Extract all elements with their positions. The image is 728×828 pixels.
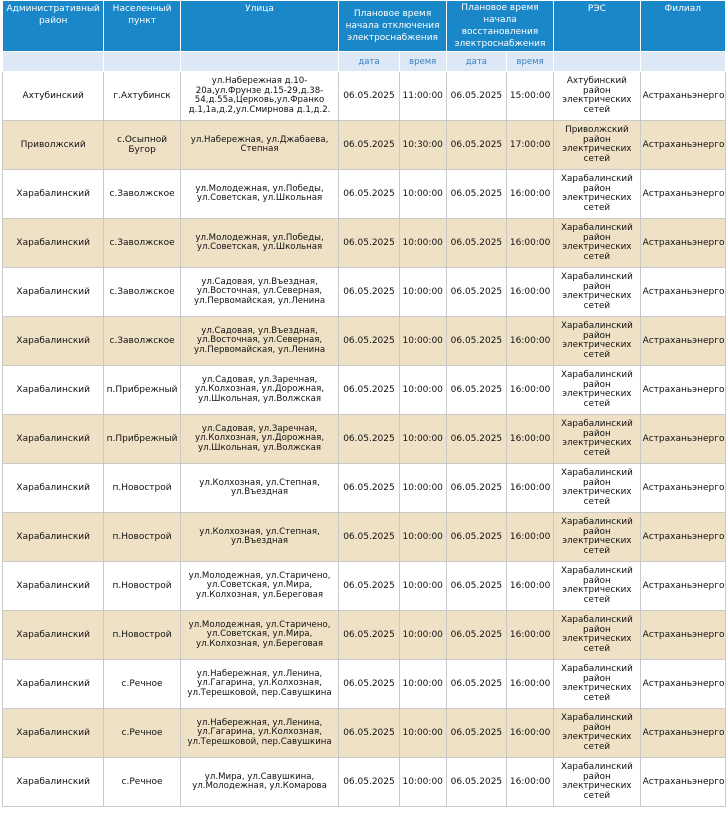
res-cell: Харабалинский район электрических сетей xyxy=(554,562,640,611)
street-cell: ул.Молодежная, ул.Победы, ул.Советская, ул.Школьная xyxy=(180,170,339,219)
header-branch: Филиал xyxy=(640,1,725,52)
off-date-cell: 06.05.2025 xyxy=(339,660,399,709)
off-time-cell: 10:00:00 xyxy=(399,366,446,415)
on-time-cell: 16:00:00 xyxy=(507,170,554,219)
table-row xyxy=(3,464,726,513)
off-time-cell: 10:00:00 xyxy=(399,611,446,660)
district-cell: Харабалинский xyxy=(3,758,104,807)
table-row xyxy=(3,72,726,121)
table-row xyxy=(3,219,726,268)
res-cell: Харабалинский район электрических сетей xyxy=(554,758,640,807)
settlement-cell: п.Новострой xyxy=(104,513,180,562)
settlement-cell: п.Новострой xyxy=(104,611,180,660)
on-time-cell: 16:00:00 xyxy=(507,268,554,317)
on-time-cell: 16:00:00 xyxy=(507,611,554,660)
subheader-empty xyxy=(180,52,339,72)
off-time-cell: 10:00:00 xyxy=(399,415,446,464)
district-cell: Харабалинский xyxy=(3,317,104,366)
branch-cell: Астраханьэнерго xyxy=(640,219,725,268)
district-cell: Харабалинский xyxy=(3,219,104,268)
settlement-cell: г.Ахтубинск xyxy=(104,72,180,121)
settlement-cell: с.Речное xyxy=(104,660,180,709)
off-time-cell: 10:00:00 xyxy=(399,219,446,268)
branch-cell: Астраханьэнерго xyxy=(640,758,725,807)
off-time-cell: 10:00:00 xyxy=(399,317,446,366)
street-cell: ул.Молодежная, ул.Старичено, ул.Советская, ул.Мира, ул.Колхозная, ул.Береговая xyxy=(180,611,339,660)
subheader-empty xyxy=(104,52,180,72)
on-time-cell: 16:00:00 xyxy=(507,464,554,513)
off-time-cell: 10:00:00 xyxy=(399,562,446,611)
branch-cell: Астраханьэнерго xyxy=(640,660,725,709)
district-cell: Харабалинский xyxy=(3,562,104,611)
table-header xyxy=(3,1,726,72)
on-date-cell: 06.05.2025 xyxy=(446,72,506,121)
off-time-cell: 11:00:00 xyxy=(399,72,446,121)
on-time-cell: 17:00:00 xyxy=(507,121,554,170)
settlement-cell: с.Осыпной Бугор xyxy=(104,121,180,170)
street-cell: ул.Мира, ул.Савушкина, ул.Молодежная, ул.Комарова xyxy=(180,758,339,807)
branch-cell: Астраханьэнерго xyxy=(640,121,725,170)
settlement-cell: п.Прибрежный xyxy=(104,366,180,415)
street-cell: ул.Садовая, ул.Заречная, ул.Колхозная, ул.Дорожная, ул.Школьная, ул.Волжская xyxy=(180,366,339,415)
street-cell: ул.Садовая, ул.Въездная, ул.Восточная, ул.Северная, ул.Первомайская, ул.Ленина xyxy=(180,317,339,366)
off-date-cell: 06.05.2025 xyxy=(339,562,399,611)
res-cell: Харабалинский район электрических сетей xyxy=(554,415,640,464)
header-off-time: Плановое время начала отключения электроснабжения xyxy=(339,1,446,52)
on-time-cell: 16:00:00 xyxy=(507,709,554,758)
street-cell: ул.Колхозная, ул.Степная, ул.Въездная xyxy=(180,513,339,562)
table-body xyxy=(3,72,726,807)
branch-cell: Астраханьэнерго xyxy=(640,268,725,317)
district-cell: Харабалинский xyxy=(3,709,104,758)
on-date-cell: 06.05.2025 xyxy=(446,268,506,317)
on-date-cell: 06.05.2025 xyxy=(446,415,506,464)
branch-cell: Астраханьэнерго xyxy=(640,72,725,121)
settlement-cell: п.Новострой xyxy=(104,464,180,513)
subheader-off-date: дата xyxy=(339,52,399,72)
table-row xyxy=(3,170,726,219)
on-date-cell: 06.05.2025 xyxy=(446,513,506,562)
res-cell: Харабалинский район электрических сетей xyxy=(554,219,640,268)
res-cell: Харабалинский район электрических сетей xyxy=(554,268,640,317)
district-cell: Харабалинский xyxy=(3,660,104,709)
district-cell: Харабалинский xyxy=(3,464,104,513)
branch-cell: Астраханьэнерго xyxy=(640,415,725,464)
table-row xyxy=(3,268,726,317)
on-time-cell: 16:00:00 xyxy=(507,513,554,562)
branch-cell: Астраханьэнерго xyxy=(640,611,725,660)
header-restore-time: Плановое время начала восстановления электроснабжения xyxy=(446,1,553,52)
street-cell: ул.Молодежная, ул.Победы, ул.Советская, ул.Школьная xyxy=(180,219,339,268)
header-settlement: Населенный пункт xyxy=(104,1,180,52)
table-row xyxy=(3,415,726,464)
branch-cell: Астраханьэнерго xyxy=(640,366,725,415)
branch-cell: Астраханьэнерго xyxy=(640,709,725,758)
off-time-cell: 10:30:00 xyxy=(399,121,446,170)
res-cell: Харабалинский район электрических сетей xyxy=(554,317,640,366)
subheader-empty xyxy=(3,52,104,72)
off-date-cell: 06.05.2025 xyxy=(339,170,399,219)
on-date-cell: 06.05.2025 xyxy=(446,709,506,758)
on-date-cell: 06.05.2025 xyxy=(446,611,506,660)
subheader-empty xyxy=(554,52,640,72)
settlement-cell: п.Прибрежный xyxy=(104,415,180,464)
street-cell: ул.Набережная д.10-20а,ул.Фрунзе д.15-29,д.38-54,д.55а,Церковь,ул.Франко д.1,1а,д.2,ул.Смирнова д.1,д.2. xyxy=(180,72,339,121)
on-time-cell: 15:00:00 xyxy=(507,72,554,121)
off-time-cell: 10:00:00 xyxy=(399,513,446,562)
on-time-cell: 16:00:00 xyxy=(507,317,554,366)
off-date-cell: 06.05.2025 xyxy=(339,758,399,807)
off-time-cell: 10:00:00 xyxy=(399,464,446,513)
on-time-cell: 16:00:00 xyxy=(507,415,554,464)
off-date-cell: 06.05.2025 xyxy=(339,464,399,513)
off-time-cell: 10:00:00 xyxy=(399,268,446,317)
street-cell: ул.Садовая, ул.Въездная, ул.Восточная, ул.Северная, ул.Первомайская, ул.Ленина xyxy=(180,268,339,317)
table-row xyxy=(3,611,726,660)
on-date-cell: 06.05.2025 xyxy=(446,758,506,807)
res-cell: Харабалинский район электрических сетей xyxy=(554,611,640,660)
district-cell: Харабалинский xyxy=(3,366,104,415)
settlement-cell: с.Заволжское xyxy=(104,170,180,219)
street-cell: ул.Набережная, ул.Ленина, ул.Гагарина, ул.Колхозная, ул.Терешковой, пер.Савушкина xyxy=(180,660,339,709)
table-row xyxy=(3,121,726,170)
settlement-cell: с.Заволжское xyxy=(104,317,180,366)
on-date-cell: 06.05.2025 xyxy=(446,219,506,268)
branch-cell: Астраханьэнерго xyxy=(640,562,725,611)
on-date-cell: 06.05.2025 xyxy=(446,317,506,366)
table-row xyxy=(3,562,726,611)
off-date-cell: 06.05.2025 xyxy=(339,709,399,758)
off-date-cell: 06.05.2025 xyxy=(339,121,399,170)
res-cell: Харабалинский район электрических сетей xyxy=(554,513,640,562)
off-date-cell: 06.05.2025 xyxy=(339,72,399,121)
off-date-cell: 06.05.2025 xyxy=(339,317,399,366)
outage-table xyxy=(2,0,726,807)
res-cell: Ахтубинский район электрических сетей xyxy=(554,72,640,121)
settlement-cell: с.Речное xyxy=(104,709,180,758)
district-cell: Приволжский xyxy=(3,121,104,170)
settlement-cell: с.Речное xyxy=(104,758,180,807)
off-time-cell: 10:00:00 xyxy=(399,170,446,219)
district-cell: Харабалинский xyxy=(3,611,104,660)
on-time-cell: 16:00:00 xyxy=(507,366,554,415)
off-date-cell: 06.05.2025 xyxy=(339,611,399,660)
res-cell: Харабалинский район электрических сетей xyxy=(554,170,640,219)
settlement-cell: с.Заволжское xyxy=(104,219,180,268)
district-cell: Харабалинский xyxy=(3,268,104,317)
street-cell: ул.Набережная, ул.Ленина, ул.Гагарина, ул.Колхозная, ул.Терешковой, пер.Савушкина xyxy=(180,709,339,758)
subheader-empty xyxy=(640,52,725,72)
table-row xyxy=(3,709,726,758)
table-row xyxy=(3,366,726,415)
settlement-cell: с.Заволжское xyxy=(104,268,180,317)
subheader-off-time: время xyxy=(399,52,446,72)
on-date-cell: 06.05.2025 xyxy=(446,121,506,170)
header-street: Улица xyxy=(180,1,339,52)
street-cell: ул.Садовая, ул.Заречная, ул.Колхозная, ул.Дорожная, ул.Школьная, ул.Волжская xyxy=(180,415,339,464)
on-time-cell: 16:00:00 xyxy=(507,758,554,807)
table-row xyxy=(3,317,726,366)
on-time-cell: 16:00:00 xyxy=(507,562,554,611)
on-time-cell: 16:00:00 xyxy=(507,660,554,709)
street-cell: ул.Набережная, ул.Джабаева, Степная xyxy=(180,121,339,170)
branch-cell: Астраханьэнерго xyxy=(640,513,725,562)
branch-cell: Астраханьэнерго xyxy=(640,170,725,219)
on-date-cell: 06.05.2025 xyxy=(446,562,506,611)
off-time-cell: 10:00:00 xyxy=(399,709,446,758)
header-res: РЭС xyxy=(554,1,640,52)
subheader-on-date: дата xyxy=(446,52,506,72)
street-cell: ул.Молодежная, ул.Старичено, ул.Советская, ул.Мира, ул.Колхозная, ул.Береговая xyxy=(180,562,339,611)
district-cell: Харабалинский xyxy=(3,415,104,464)
off-date-cell: 06.05.2025 xyxy=(339,366,399,415)
table-row xyxy=(3,660,726,709)
res-cell: Приволжский район электрических сетей xyxy=(554,121,640,170)
settlement-cell: п.Новострой xyxy=(104,562,180,611)
off-date-cell: 06.05.2025 xyxy=(339,415,399,464)
subheader-on-time: время xyxy=(507,52,554,72)
on-date-cell: 06.05.2025 xyxy=(446,660,506,709)
branch-cell: Астраханьэнерго xyxy=(640,317,725,366)
district-cell: Харабалинский xyxy=(3,170,104,219)
district-cell: Харабалинский xyxy=(3,513,104,562)
on-date-cell: 06.05.2025 xyxy=(446,170,506,219)
on-time-cell: 16:00:00 xyxy=(507,219,554,268)
res-cell: Харабалинский район электрических сетей xyxy=(554,709,640,758)
off-date-cell: 06.05.2025 xyxy=(339,513,399,562)
header-district: Административный район xyxy=(3,1,104,52)
res-cell: Харабалинский район электрических сетей xyxy=(554,464,640,513)
branch-cell: Астраханьэнерго xyxy=(640,464,725,513)
on-date-cell: 06.05.2025 xyxy=(446,366,506,415)
off-date-cell: 06.05.2025 xyxy=(339,219,399,268)
district-cell: Ахтубинский xyxy=(3,72,104,121)
res-cell: Харабалинский район электрических сетей xyxy=(554,366,640,415)
on-date-cell: 06.05.2025 xyxy=(446,464,506,513)
off-time-cell: 10:00:00 xyxy=(399,758,446,807)
street-cell: ул.Колхозная, ул.Степная, ул.Въездная xyxy=(180,464,339,513)
table-row xyxy=(3,758,726,807)
res-cell: Харабалинский район электрических сетей xyxy=(554,660,640,709)
off-time-cell: 10:00:00 xyxy=(399,660,446,709)
off-date-cell: 06.05.2025 xyxy=(339,268,399,317)
table-row xyxy=(3,513,726,562)
